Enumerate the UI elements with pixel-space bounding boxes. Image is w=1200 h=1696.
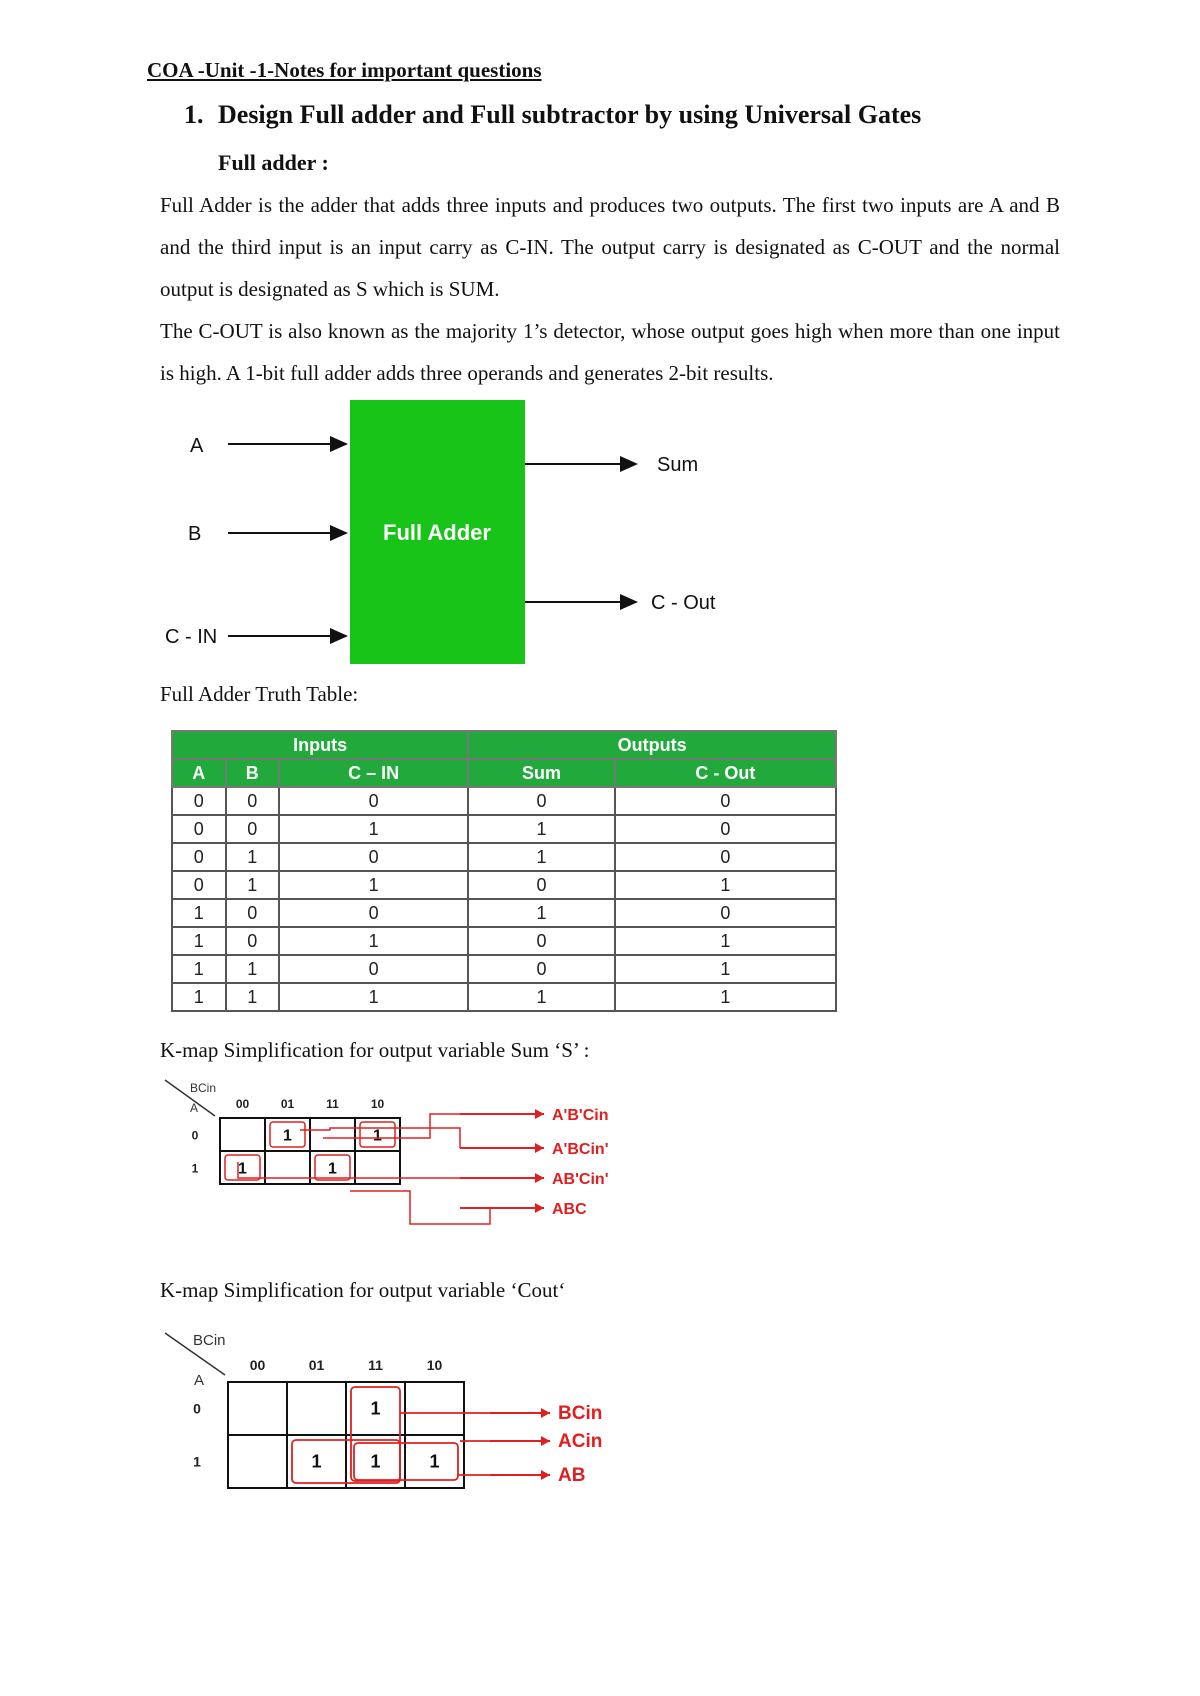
kmap-term-label: A'BCin' — [552, 1141, 609, 1158]
kmap-cell-value: 1 — [370, 1398, 381, 1419]
table-cell: 1 — [468, 983, 614, 1011]
table-cell: 1 — [226, 871, 280, 899]
group-header-inputs: Inputs — [172, 731, 468, 759]
table-cell: 0 — [172, 871, 226, 899]
kmap-row-label: 1 — [191, 1161, 199, 1176]
table-cell: 0 — [172, 815, 226, 843]
table-row — [172, 983, 836, 1011]
term-arrow-head — [535, 1109, 544, 1119]
term-arrow-head — [541, 1436, 550, 1446]
input-label-a: A — [190, 435, 204, 457]
table-row — [172, 899, 836, 927]
table-cell: 1 — [172, 899, 226, 927]
table-cell: 1 — [468, 815, 614, 843]
table-cell: 1 — [279, 871, 468, 899]
output-label-cout: C - Out — [651, 592, 716, 614]
term-arrow-head — [541, 1408, 550, 1418]
table-cell: 0 — [615, 899, 836, 927]
kmap-col-label: 00 — [249, 1357, 266, 1373]
kmap-row-label: 1 — [193, 1453, 201, 1470]
table-cell: 0 — [279, 787, 468, 815]
table-cell: 0 — [226, 899, 280, 927]
table-cell: 1 — [615, 927, 836, 955]
kmap-cell-value: 1 — [370, 1451, 381, 1472]
column-header-b: B — [226, 759, 280, 787]
table-cell: 1 — [468, 899, 614, 927]
table-row — [172, 815, 836, 843]
kmap-term-label: A'B'Cin — [552, 1107, 609, 1124]
column-header-cout: C - Out — [615, 759, 836, 787]
table-cell: 0 — [226, 787, 280, 815]
truth-table — [171, 730, 837, 1012]
table-cell: 0 — [468, 871, 614, 899]
kmap-sum — [160, 1078, 640, 1258]
question-number: 1. — [184, 100, 204, 129]
term-arrow-head — [535, 1173, 544, 1183]
question-heading — [184, 100, 921, 130]
question-title: Design Full adder and Full subtractor by using Universal Gates — [218, 100, 922, 129]
kmap-col-variable: BCin — [193, 1332, 226, 1349]
table-cell: 0 — [226, 815, 280, 843]
kmap-term-label: AB'Cin' — [552, 1171, 609, 1188]
table-cell: 0 — [172, 787, 226, 815]
table-cell: 1 — [615, 955, 836, 983]
full-adder-block-diagram — [160, 398, 760, 666]
table-row — [172, 955, 836, 983]
kmap-col-label: 10 — [370, 1097, 385, 1111]
table-cell: 1 — [468, 843, 614, 871]
block-diagram-svg — [160, 398, 760, 666]
table-cell: 1 — [172, 983, 226, 1011]
table-cell: 1 — [226, 843, 280, 871]
kmap-cell-value: 1 — [373, 1127, 382, 1145]
kmap-cell-value: 1 — [238, 1160, 247, 1178]
table-cell: 0 — [172, 843, 226, 871]
kmap-col-label: 00 — [235, 1097, 250, 1111]
kmap-cout-caption: K-map Simplification for output variable ‘Cout‘ — [160, 1278, 566, 1302]
table-cell: 1 — [279, 815, 468, 843]
kmap-term-label: ACin — [558, 1431, 603, 1452]
table-row — [172, 843, 836, 871]
group-header-outputs: Outputs — [468, 731, 836, 759]
document-title: COA -Unit -1-Notes for important questions — [147, 58, 542, 82]
section-heading: Full adder : — [218, 150, 329, 175]
table-cell: 1 — [615, 871, 836, 899]
column-header-cin: C – IN — [279, 759, 468, 787]
kmap-cell — [228, 1435, 287, 1488]
kmap-row-label: 0 — [191, 1128, 199, 1143]
table-cell: 0 — [279, 955, 468, 983]
term-arrow-head — [535, 1143, 544, 1153]
table-cell: 0 — [615, 843, 836, 871]
table-cell: 0 — [468, 927, 614, 955]
kmap-cell — [310, 1118, 355, 1151]
truth-table-body — [172, 787, 836, 1011]
kmap-cout — [160, 1325, 640, 1515]
table-cell: 1 — [172, 955, 226, 983]
table-row — [172, 927, 836, 955]
table-cell: 1 — [279, 983, 468, 1011]
truth-table-caption: Full Adder Truth Table: — [160, 682, 359, 706]
term-arrow-head — [535, 1203, 544, 1213]
table-cell: 0 — [226, 927, 280, 955]
input-label-cin: C - IN — [165, 626, 218, 648]
kmap-term-label: ABC — [552, 1201, 587, 1218]
output-label-sum: Sum — [657, 454, 699, 476]
kmap-cell — [355, 1151, 400, 1184]
kmap-col-label: 10 — [426, 1357, 443, 1373]
kmap-row-variable: A — [190, 1101, 199, 1115]
full-adder-box-label: Full Adder — [383, 520, 491, 545]
kmap-col-label: 01 — [308, 1357, 325, 1373]
kmap-row-label: 0 — [193, 1400, 201, 1417]
kmap-sum-caption: K-map Simplification for output variable Sum ‘S’ : — [160, 1038, 590, 1062]
paragraph-cout: The C-OUT is also known as the majority 1’s detector, whose output goes high when more than one input is high. A 1-bit full adder adds three operands and generates 2-bit results. — [160, 319, 1060, 385]
table-cell: 0 — [468, 955, 614, 983]
paragraph-intro: Full Adder is the adder that adds three inputs and produces two outputs. The first two inputs are A and B and the third input is an input carry as C-IN. The output carry is designated as C-OUT and the normal output is designated as S which is SUM. — [160, 193, 1060, 301]
connector-line — [238, 1162, 460, 1178]
table-cell: 1 — [226, 983, 280, 1011]
table-cell: 0 — [615, 787, 836, 815]
table-cell: 0 — [279, 899, 468, 927]
kmap-col-label: 11 — [326, 1097, 339, 1111]
kmap-sum-svg — [160, 1078, 640, 1258]
kmap-cout-svg — [160, 1325, 640, 1515]
term-arrow-head — [541, 1470, 550, 1480]
kmap-cell — [405, 1382, 464, 1435]
kmap-cell-value: 1 — [311, 1451, 322, 1472]
input-label-b: B — [188, 523, 202, 545]
kmap-col-label: 11 — [368, 1357, 383, 1373]
table-row — [172, 871, 836, 899]
table-cell: 0 — [615, 815, 836, 843]
kmap-cell-value: 1 — [429, 1451, 440, 1472]
kmap-term-label: AB — [558, 1465, 586, 1486]
table-cell: 1 — [279, 927, 468, 955]
kmap-term-label: BCin — [558, 1403, 603, 1424]
table-cell: 0 — [468, 787, 614, 815]
kmap-cell-value: 1 — [283, 1127, 292, 1145]
kmap-cell — [287, 1382, 346, 1435]
table-cell: 0 — [279, 843, 468, 871]
connector-line — [350, 1191, 490, 1224]
table-cell: 1 — [226, 955, 280, 983]
kmap-cell — [228, 1382, 287, 1435]
table-row — [172, 787, 836, 815]
column-header-a: A — [172, 759, 226, 787]
kmap-cell — [220, 1118, 265, 1151]
table-cell: 1 — [172, 927, 226, 955]
kmap-row-variable: A — [194, 1372, 205, 1389]
kmap-col-variable: BCin — [190, 1081, 217, 1095]
column-header-sum: Sum — [468, 759, 614, 787]
kmap-cell — [265, 1151, 310, 1184]
kmap-col-label: 01 — [280, 1097, 295, 1111]
kmap-cell-value: 1 — [328, 1160, 337, 1178]
table-cell: 1 — [615, 983, 836, 1011]
